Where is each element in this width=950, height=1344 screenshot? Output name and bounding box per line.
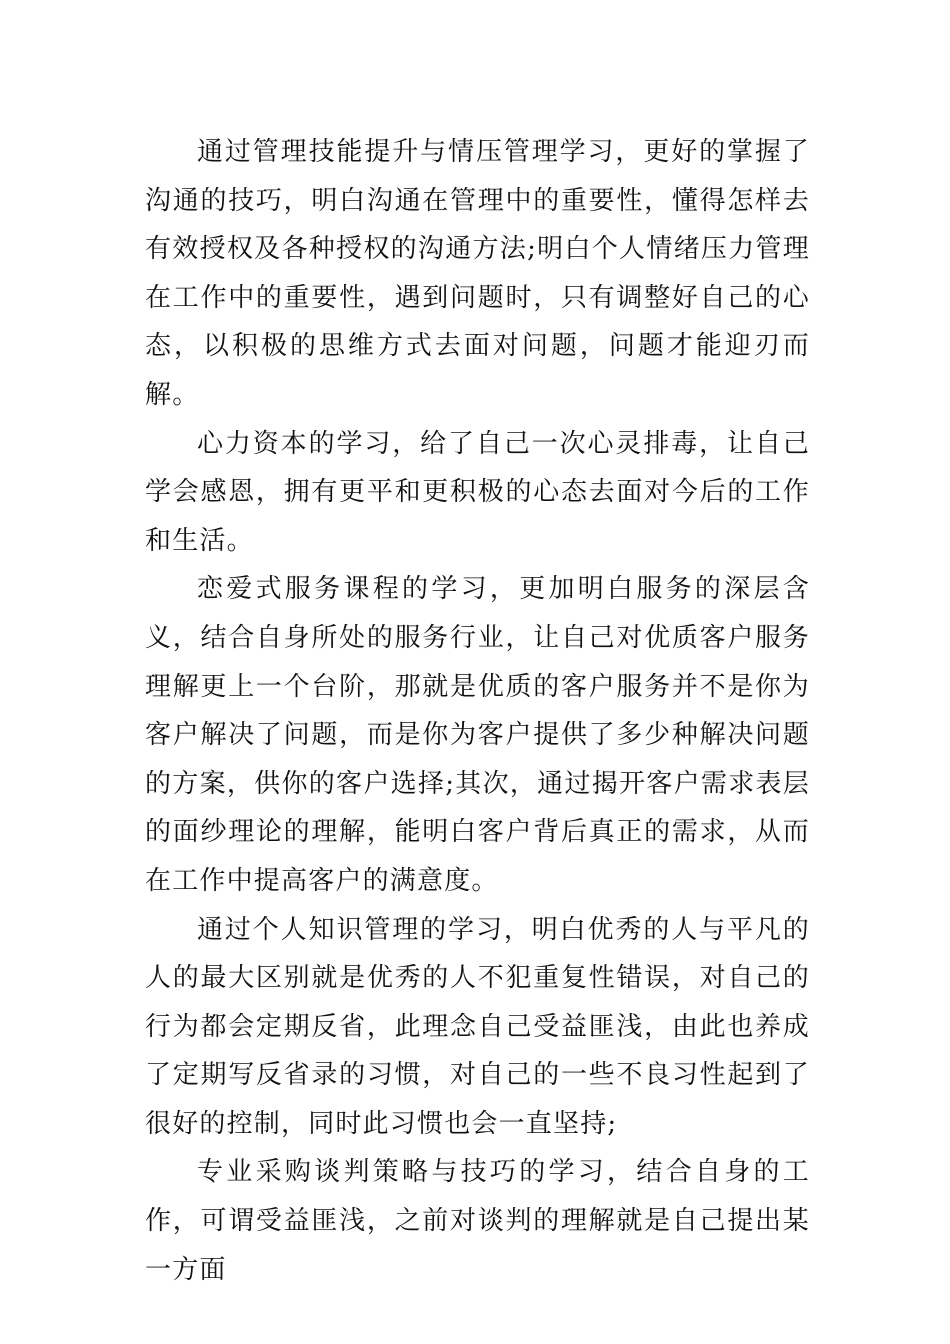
paragraph-mental-capital: 心力资本的学习，给了自己一次心灵排毒，让自己学会感恩，拥有更平和更积极的心态去面对今后的工作和生活。 <box>145 428 810 556</box>
paragraph-procurement-negotiation: 专业采购谈判策略与技巧的学习，结合自身的工作，可谓受益匪浅，之前对谈判的理解就是自己提出某一方面 <box>145 1157 810 1285</box>
document-body <box>145 128 810 1294</box>
paragraph-service-course: 恋爱式服务课程的学习，更加明白服务的深层含义，结合自身所处的服务行业，让自己对优质客户服务理解更上一个台阶，那就是优质的客户服务并不是你为客户解决了问题，而是你为客户提供了多少种解决问题的方案，供你的客户选择;其次，通过揭开客户需求表层的面纱理论的理解，能明白客户背后真正的需求，从而在工作中提高客户的满意度。 <box>145 574 810 896</box>
paragraph-communication-skills: 通过管理技能提升与情压管理学习，更好的掌握了沟通的技巧，明白沟通在管理中的重要性，懂得怎样去有效授权及各种授权的沟通方法;明白个人情绪压力管理在工作中的重要性，遇到问题时，只有调整好自己的心态，以积极的思维方式去面对问题，问题才能迎刃而解。 <box>145 137 810 410</box>
paragraph-knowledge-management: 通过个人知识管理的学习，明白优秀的人与平凡的人的最大区别就是优秀的人不犯重复性错误，对自己的行为都会定期反省，此理念自己受益匪浅，由此也养成了定期写反省录的习惯，对自己的一些不良习性起到了很好的控制，同时此习惯也会一直坚持; <box>145 914 810 1139</box>
